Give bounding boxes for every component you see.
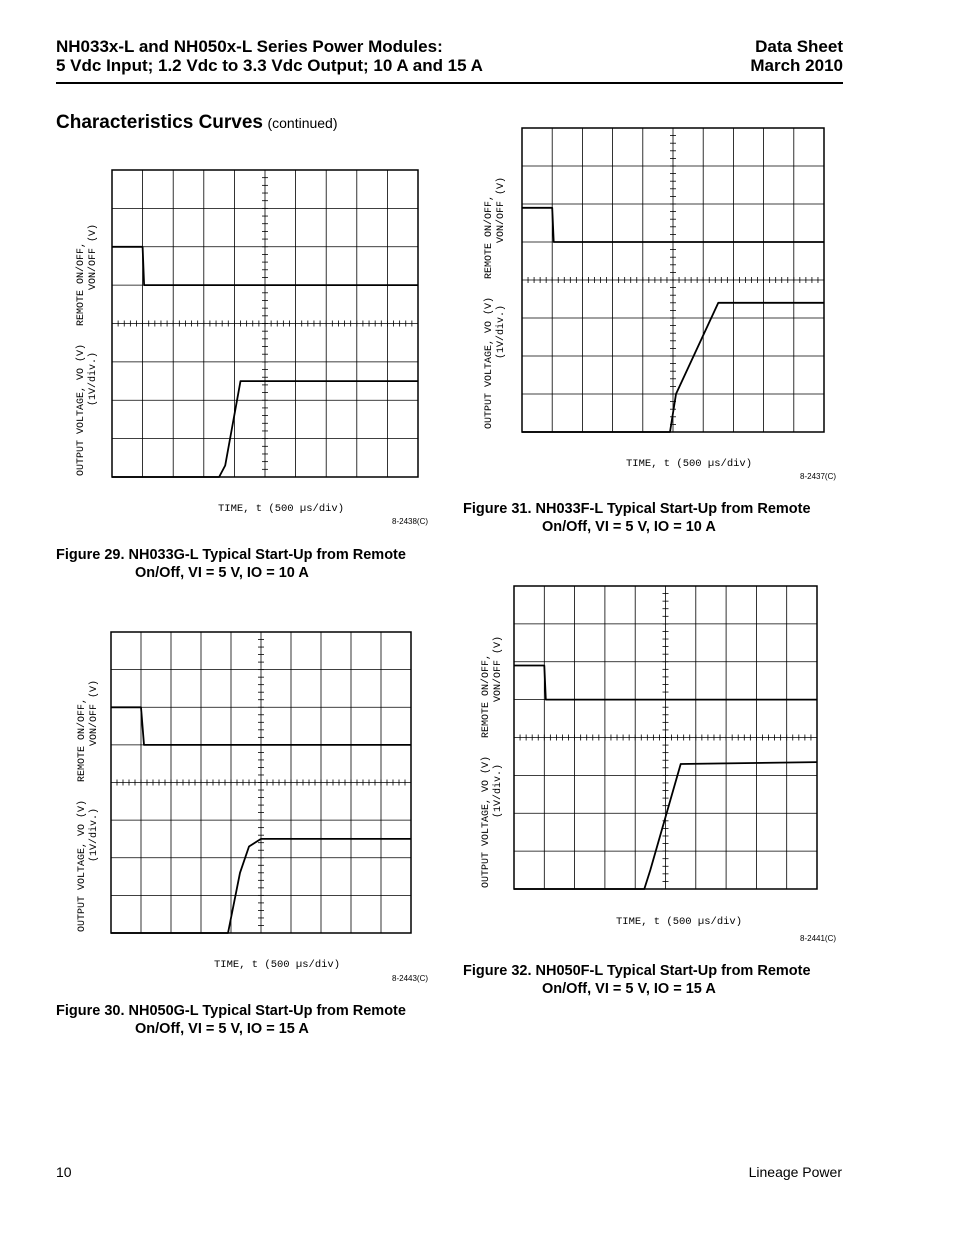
fig30-chart xyxy=(111,632,411,933)
fig31-xlabel: TIME, t (500 µs/div) xyxy=(626,458,753,470)
fig29-ylabel xyxy=(76,224,100,476)
fig31-chart xyxy=(522,128,824,432)
doc-title xyxy=(56,37,483,75)
fig31-ylabel-top2: VON/OFF (V) xyxy=(496,176,507,243)
doc-title-line1: NH033x-L and NH050x-L Series Power Modules: xyxy=(56,37,443,56)
fig29-chart xyxy=(112,170,418,477)
fig30-ylabel xyxy=(77,680,101,932)
fig30-ylabel-bottom2: (1V/div.) xyxy=(89,807,100,862)
fig31-code: 8-2437(C) xyxy=(800,472,837,481)
fig30-xlabel: TIME, t (500 µs/div) xyxy=(214,959,341,971)
fig29-ylabel-bottom2: (1V/div.) xyxy=(88,351,99,406)
fig32-caption-line2: On/Off, VI = 5 V, IO = 15 A xyxy=(542,981,716,997)
fig29-xlabel: TIME, t (500 µs/div) xyxy=(218,503,345,515)
fig30-caption-line1: Figure 30. NH050G-L Typical Start-Up from Remote xyxy=(56,1003,406,1019)
fig29-ylabel-top2: VON/OFF (V) xyxy=(88,223,99,290)
fig31-caption-line2: On/Off, VI = 5 V, IO = 10 A xyxy=(542,519,716,535)
fig32-ylabel xyxy=(481,636,505,888)
fig31-caption xyxy=(463,500,811,536)
fig29-ylabel-bottom: OUTPUT VOLTAGE, VO (V) xyxy=(76,343,87,476)
fig30-ylabel-top: REMOTE ON/OFF, xyxy=(77,697,88,782)
fig30-ylabel-top2: VON/OFF (V) xyxy=(89,679,100,746)
fig31-ylabel-top: REMOTE ON/OFF, xyxy=(484,194,495,279)
section-title: Characteristics Curves xyxy=(56,112,263,133)
fig32-ylabel-top2: VON/OFF (V) xyxy=(493,635,504,702)
fig31-ylabel-bottom: OUTPUT VOLTAGE, VO (V) xyxy=(484,296,495,429)
fig30-ylabel-bottom: OUTPUT VOLTAGE, VO (V) xyxy=(77,799,88,932)
section-heading xyxy=(56,112,338,134)
fig29-caption-line1: Figure 29. NH033G-L Typical Start-Up from Remote xyxy=(56,547,406,563)
fig29-caption-line2: On/Off, VI = 5 V, IO = 10 A xyxy=(135,565,309,581)
doc-date: March 2010 xyxy=(750,56,843,75)
doc-type: Data Sheet xyxy=(755,37,843,56)
header-rule xyxy=(56,82,843,84)
fig32-caption-line1: Figure 32. NH050F-L Typical Start-Up from Remote xyxy=(463,963,811,979)
fig31-caption-line1: Figure 31. NH033F-L Typical Start-Up from Remote xyxy=(463,501,811,517)
section-subtitle: (continued) xyxy=(267,115,338,131)
fig32-ylabel-bottom: OUTPUT VOLTAGE, VO (V) xyxy=(481,755,492,888)
doc-title-line2: 5 Vdc Input; 1.2 Vdc to 3.3 Vdc Output; 10 A and 15 A xyxy=(56,56,483,75)
fig32-code: 8-2441(C) xyxy=(800,934,837,943)
fig31-ylabel xyxy=(484,177,508,429)
fig31-ylabel-bottom2: (1V/div.) xyxy=(496,304,507,359)
fig32-caption xyxy=(463,962,811,998)
fig29-caption xyxy=(56,546,406,582)
fig30-caption xyxy=(56,1002,406,1038)
fig32-ylabel-top: REMOTE ON/OFF, xyxy=(481,653,492,738)
company-name: Lineage Power xyxy=(748,1164,842,1180)
fig32-ylabel-bottom2: (1V/div.) xyxy=(493,763,504,818)
fig29-ylabel-top: REMOTE ON/OFF, xyxy=(76,241,87,326)
doc-meta xyxy=(750,37,843,75)
fig30-code: 8-2443(C) xyxy=(392,974,429,983)
fig32-xlabel: TIME, t (500 µs/div) xyxy=(616,916,743,928)
fig30-caption-line2: On/Off, VI = 5 V, IO = 15 A xyxy=(135,1021,309,1037)
fig32-chart xyxy=(514,586,817,889)
page-number: 10 xyxy=(56,1164,72,1180)
fig29-code: 8-2438(C) xyxy=(392,517,429,526)
